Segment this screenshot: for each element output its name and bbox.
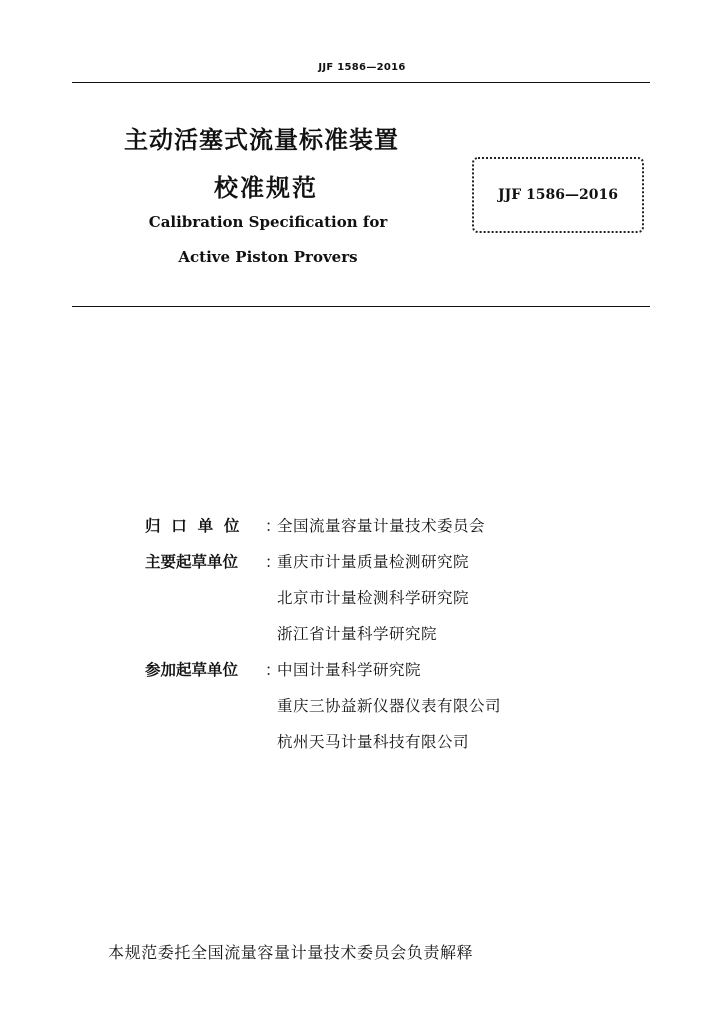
responsible-unit-row [145,507,501,543]
responsible-unit-value: 全国流量容量计量技术委员会 [277,517,486,535]
drafting-units [145,507,501,759]
participating-drafter-row [145,723,501,759]
responsible-unit-label: 归 口 单 位 [145,517,240,535]
main-drafter-value: 重庆市计量质量检测研究院 [277,553,470,571]
participating-drafter-value: 重庆三协益新仪器仪表有限公司 [277,697,502,715]
interpretation-note: 本规范委托全国流量容量计量技术委员会负责解释 [108,943,474,962]
standard-code-box-text: JJF 1586—2016 [498,187,618,203]
subtitle-chinese: 校准规范 [214,174,318,202]
title-english-line-2: Active Piston Provers [178,248,358,266]
title-chinese: 主动活塞式流量标准装置 [124,126,399,154]
title-english-line-1: Calibration Specification for [148,213,388,231]
participating-drafter-row [145,687,501,723]
participating-drafter-label: 参加起草单位 [145,661,239,679]
main-drafter-row [145,579,501,615]
header-standard-code: JJF 1586—2016 [318,62,406,73]
main-drafter-row [145,543,501,579]
colon: ： [265,553,281,571]
main-drafter-row [145,615,501,651]
standard-code-box [472,157,644,233]
colon: ： [265,661,281,679]
top-rule [72,82,650,83]
main-drafter-label: 主要起草单位 [145,553,239,571]
bottom-rule [72,306,650,307]
main-drafter-value: 北京市计量检测科学研究院 [277,589,470,607]
main-drafter-value: 浙江省计量科学研究院 [277,625,438,643]
colon: ： [265,517,281,535]
participating-drafter-value: 杭州天马计量科技有限公司 [277,733,470,751]
participating-drafter-value: 中国计量科学研究院 [277,661,422,679]
participating-drafter-row [145,651,501,687]
